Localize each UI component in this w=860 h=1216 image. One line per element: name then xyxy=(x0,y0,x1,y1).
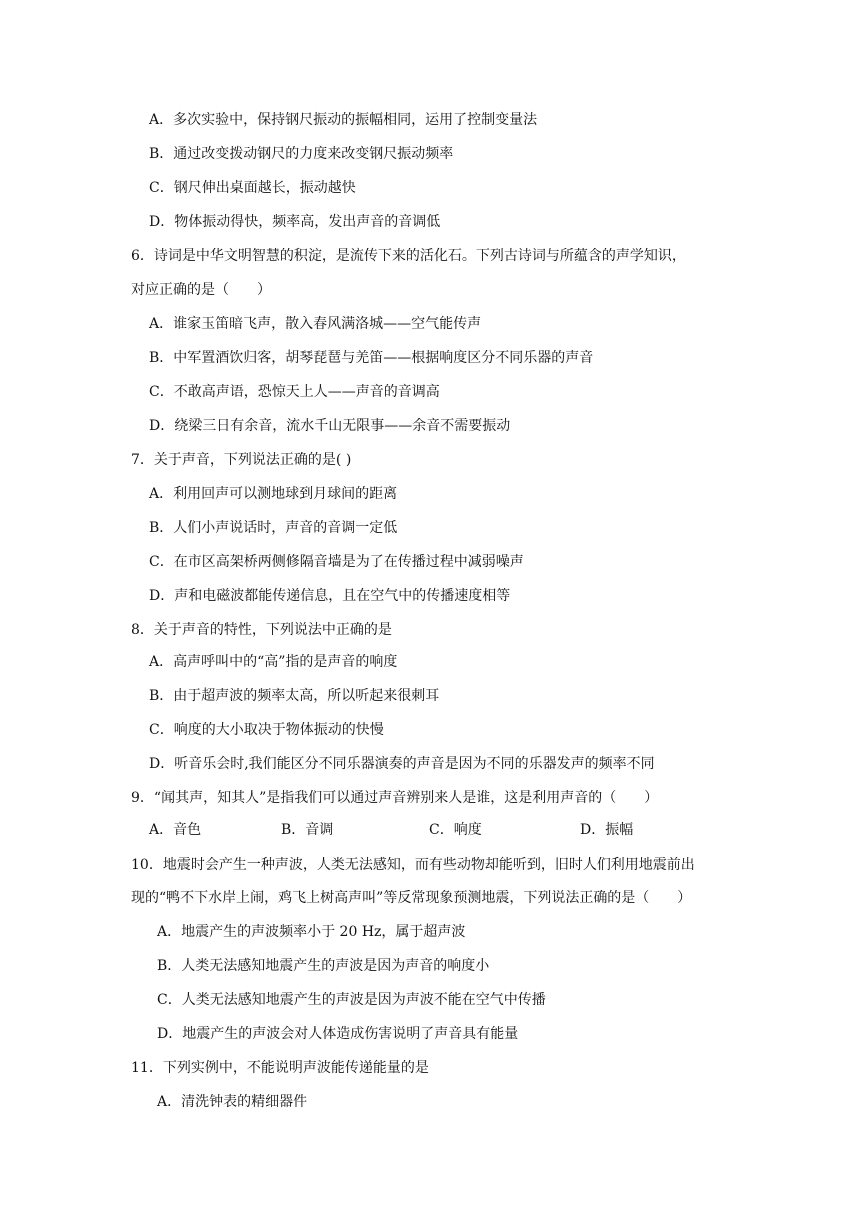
q5-option-c: C．钢尺伸出桌面越长，振动越快 xyxy=(149,180,356,196)
q11-stem: 11．下列实例中，不能说明声波能传递能量的是 xyxy=(131,1060,429,1076)
q8-option-d: D．听音乐会时,我们能区分不同乐器演奏的声音是因为不同的乐器发声的频率不同 xyxy=(149,756,655,772)
q7-stem: 7．关于声音，下列说法正确的是( ) xyxy=(131,452,352,468)
q8-option-c: C．响度的大小取决于物体振动的快慢 xyxy=(149,722,384,738)
q5-option-a: A．多次实验中，保持钢尺振动的振幅相同，运用了控制变量法 xyxy=(149,112,538,128)
q11-option-a: A．清洗钟表的精细器件 xyxy=(157,1094,308,1110)
q7-option-c: C．在市区高架桥两侧修隔音墙是为了在传播过程中减弱噪声 xyxy=(149,554,524,570)
q6-stem-line1: 6．诗词是中华文明智慧的积淀，是流传下来的活化石。下列古诗词与所蕴含的声学知识， xyxy=(131,248,686,264)
q5-option-d: D．物体振动得快，频率高，发出声音的音调低 xyxy=(149,214,441,230)
q6-stem-line2: 对应正确的是（ ） xyxy=(131,282,271,298)
q10-option-d: D．地震产生的声波会对人体造成伤害说明了声音具有能量 xyxy=(157,1026,519,1042)
q9-option-b: B．音调 xyxy=(281,822,334,838)
q7-option-a: A．利用回声可以测地球到月球间的距离 xyxy=(149,486,398,502)
q8-option-b: B．由于超声波的频率太高，所以听起来很刺耳 xyxy=(149,688,440,704)
q9-options-row xyxy=(0,820,860,840)
q6-option-b: B．中军置酒饮归客，胡琴琵琶与羌笛——根据响度区分不同乐器的声音 xyxy=(149,350,594,366)
q8-option-a: A．高声呼叫中的“高”指的是声音的响度 xyxy=(149,654,398,670)
q9-option-c: C．响度 xyxy=(429,822,482,838)
q6-option-d: D．绕梁三日有余音，流水千山无限事——余音不需要振动 xyxy=(149,418,511,434)
q10-stem-line1: 10．地震时会产生一种声波，人类无法感知，而有些动物却能听到，旧时人们利用地震前出 xyxy=(131,857,695,873)
q7-option-b: B．人们小声说话时，声音的音调一定低 xyxy=(149,520,398,536)
q7-option-d: D．声和电磁波都能传递信息，且在空气中的传播速度相等 xyxy=(149,588,511,604)
q10-option-b: B．人类无法感知地震产生的声波是因为声音的响度小 xyxy=(157,958,490,974)
q5-option-b: B．通过改变拨动钢尺的力度来改变钢尺振动频率 xyxy=(149,146,454,162)
q9-stem: 9．“闻其声，知其人”是指我们可以通过声音辨别来人是谁，这是利用声音的（ ） xyxy=(131,790,659,806)
q10-option-a: A．地震产生的声波频率小于 20 Hz，属于超声波 xyxy=(157,924,466,940)
q6-option-c: C．不敢高声语，恐惊天上人——声音的音调高 xyxy=(149,384,440,400)
q9-option-a: A．音色 xyxy=(149,822,202,838)
q9-option-d: D．振幅 xyxy=(580,822,634,838)
q8-stem: 8．关于声音的特性，下列说法中正确的是 xyxy=(131,622,392,638)
q10-stem-line2: 现的“鸭不下水岸上闹，鸡飞上树高声叫”等反常现象预测地震，下列说法正确的是（ ） xyxy=(131,890,692,906)
q6-option-a: A．谁家玉笛暗飞声，散入春风满洛城——空气能传声 xyxy=(149,316,482,332)
q10-option-c: C．人类无法感知地震产生的声波是因为声波不能在空气中传播 xyxy=(157,992,546,1008)
